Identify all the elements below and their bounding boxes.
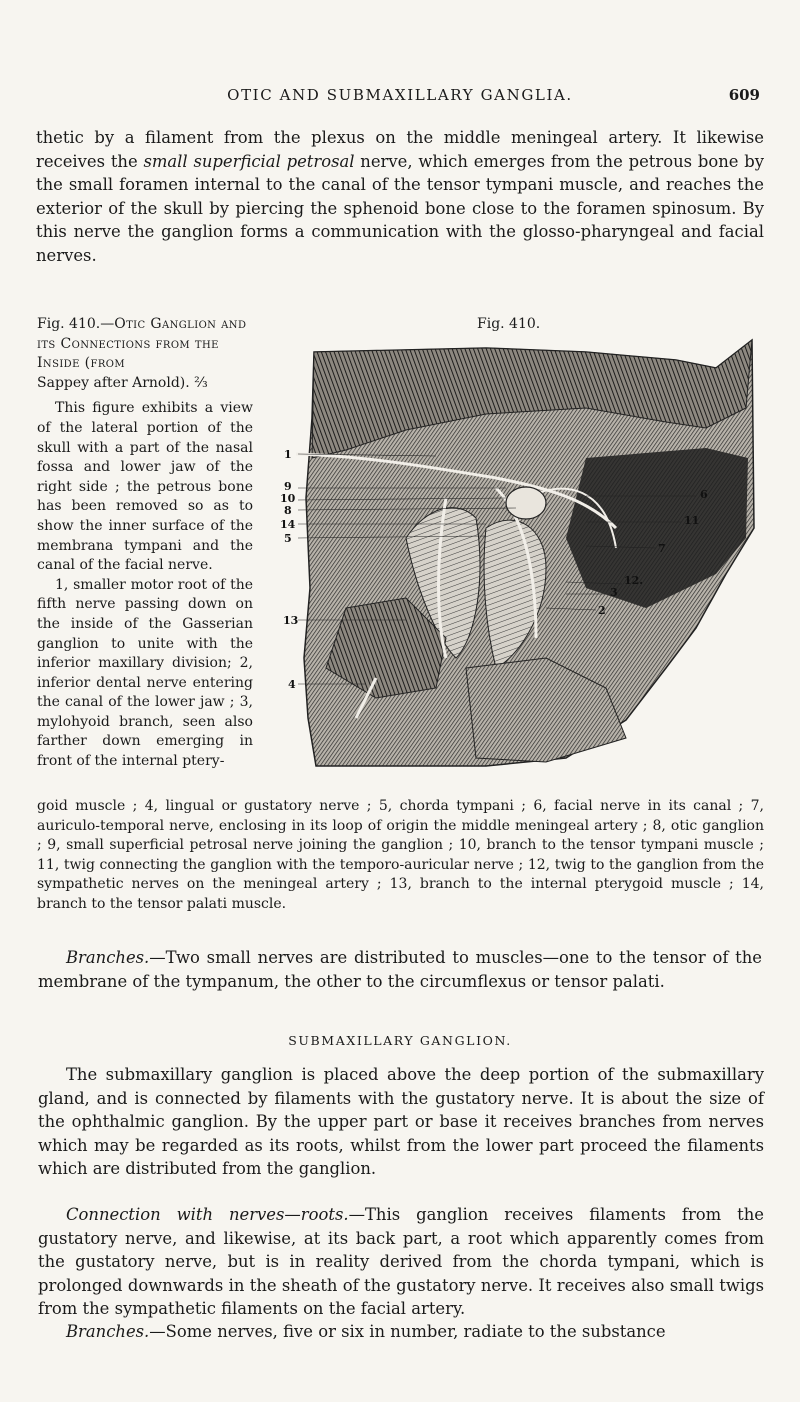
paragraph-top-post: nerve, which emerges from the petrous bone by the small foramen internal to the canal of the tensor tympani muscle, and reaches the exterior of the skull by piercing the sphenoid bone close to the foramen spinosum. By this nerve the ganglion forms a communication with the glosso-pharyngeal and facial nerves. bbox=[36, 151, 764, 265]
submaxillary-paragraph-2 bbox=[38, 1203, 764, 1321]
figure-number-13: 13 bbox=[283, 614, 299, 627]
connection-text: —This ganglion receives filaments from the gustatory nerve, and likewise, at its back part, a root which apparently comes from the gustatory nerve, but is in reality derived from the chorda tympani, which is prolonged downwards in the sheath of the gustatory nerve. It receives also small twigs from the sympathetic filaments on the facial artery. bbox=[38, 1205, 764, 1319]
section-heading: SUBMAXILLARY GANGLION. bbox=[288, 1033, 512, 1048]
caption-legend: 1, smaller motor root of the fifth nerve passing down on the inside of the Gasserian ganglion to unite with the inferior maxillary division; 2, inferior dental nerve entering the canal of the lower jaw ; 3, mylohyoid branch, seen also farther down emerging in front of the internal ptery- bbox=[37, 576, 253, 770]
figure-number-11: 11 bbox=[684, 514, 700, 527]
running-title: OTIC AND SUBMAXILLARY GANGLIA. bbox=[227, 86, 573, 104]
caption-description: This figure exhibits a view of the lateral portion of the skull with a part of the nasal fossa and lower jaw of the right side ; the petrous bone has been removed so as to show the inner surface of the membrana tympani and the canal of the facial nerve. bbox=[37, 400, 253, 574]
figure-label: Fig. 410. bbox=[477, 316, 541, 332]
figure-number-2: 2 bbox=[598, 604, 606, 617]
caption-title-smallcaps: Otic Ganglion and its Connections from the Inside (from bbox=[37, 316, 247, 372]
caption-scale: ⅔ bbox=[194, 374, 208, 391]
otic-ganglion bbox=[506, 487, 546, 519]
branches-text: —Two small nerves are distributed to muscles—one to the tensor of the membrane of the tympanum, the other to the circumflexus or tensor palati. bbox=[38, 948, 762, 991]
figure-number-3: 3 bbox=[610, 586, 618, 599]
figure-number-4: 4 bbox=[288, 678, 296, 691]
branches-heading: Branches. bbox=[66, 948, 150, 967]
figure-number-12: 12. bbox=[624, 574, 644, 587]
caption-title bbox=[37, 315, 253, 393]
anatomical-figure bbox=[280, 338, 756, 770]
sub-branches-heading: Branches. bbox=[66, 1322, 150, 1341]
caption-fig-prefix: Fig. 410.— bbox=[37, 316, 115, 332]
branches-paragraph bbox=[38, 946, 762, 993]
figure-number-6: 6 bbox=[700, 488, 708, 501]
submaxillary-paragraph-3 bbox=[38, 1320, 764, 1344]
sub-branches-text: —Some nerves, five or six in number, radiate to the substance bbox=[149, 1322, 666, 1341]
paragraph-top-pre: thetic by a filament from the plexus on the middle meningeal artery. It likewise receives the bbox=[36, 128, 764, 171]
connection-heading: Connection with nerves—roots. bbox=[66, 1205, 349, 1224]
caption-source: Sappey after Arnold). bbox=[37, 374, 190, 391]
page-header bbox=[36, 86, 764, 110]
paragraph-top bbox=[36, 126, 764, 268]
figure-number-1: 1 bbox=[284, 448, 292, 461]
anatomical-engraving bbox=[280, 338, 756, 770]
caption-legend-continued: goid muscle ; 4, lingual or gustatory nerve ; 5, chorda tympani ; 6, facial nerve in its canal ; 7, auriculo-temporal nerve, enclosing in its loop of origin the middle meningeal artery ; 8, otic ganglion ; 9, small superficial petrosal nerve joining the ganglion ; 10, branch to the tensor tympani muscle ; 11, twig connecting the ganglion with the temporo-auricular nerve ; 12, twig to the ganglion from the sympathetic nerves on the meningeal artery ; 13, branch to the internal pterygoid muscle ; 14, branch to the tensor palati muscle. bbox=[37, 798, 764, 912]
figure-number-10: 10 bbox=[280, 492, 296, 505]
figure-caption bbox=[37, 315, 253, 772]
figure-number-7: 7 bbox=[658, 542, 666, 555]
figure-number-9: 9 bbox=[284, 480, 292, 493]
paragraph-top-italic: small superficial petrosal bbox=[143, 151, 355, 171]
figure-number-8: 8 bbox=[284, 504, 292, 517]
figure-number-5: 5 bbox=[284, 532, 292, 545]
page-number: 609 bbox=[728, 86, 760, 104]
submaxillary-paragraph-1: The submaxillary ganglion is placed above the deep portion of the submaxillary gland, and is connected by filaments with the gustatory nerve. It is about the size of the ophthalmic ganglion. By the upper part or base it receives branches from nerves which may be regarded as its roots, whilst from the lower part proceed the filaments which are distributed from the ganglion. bbox=[38, 1065, 764, 1179]
figure-number-14: 14 bbox=[280, 518, 296, 531]
